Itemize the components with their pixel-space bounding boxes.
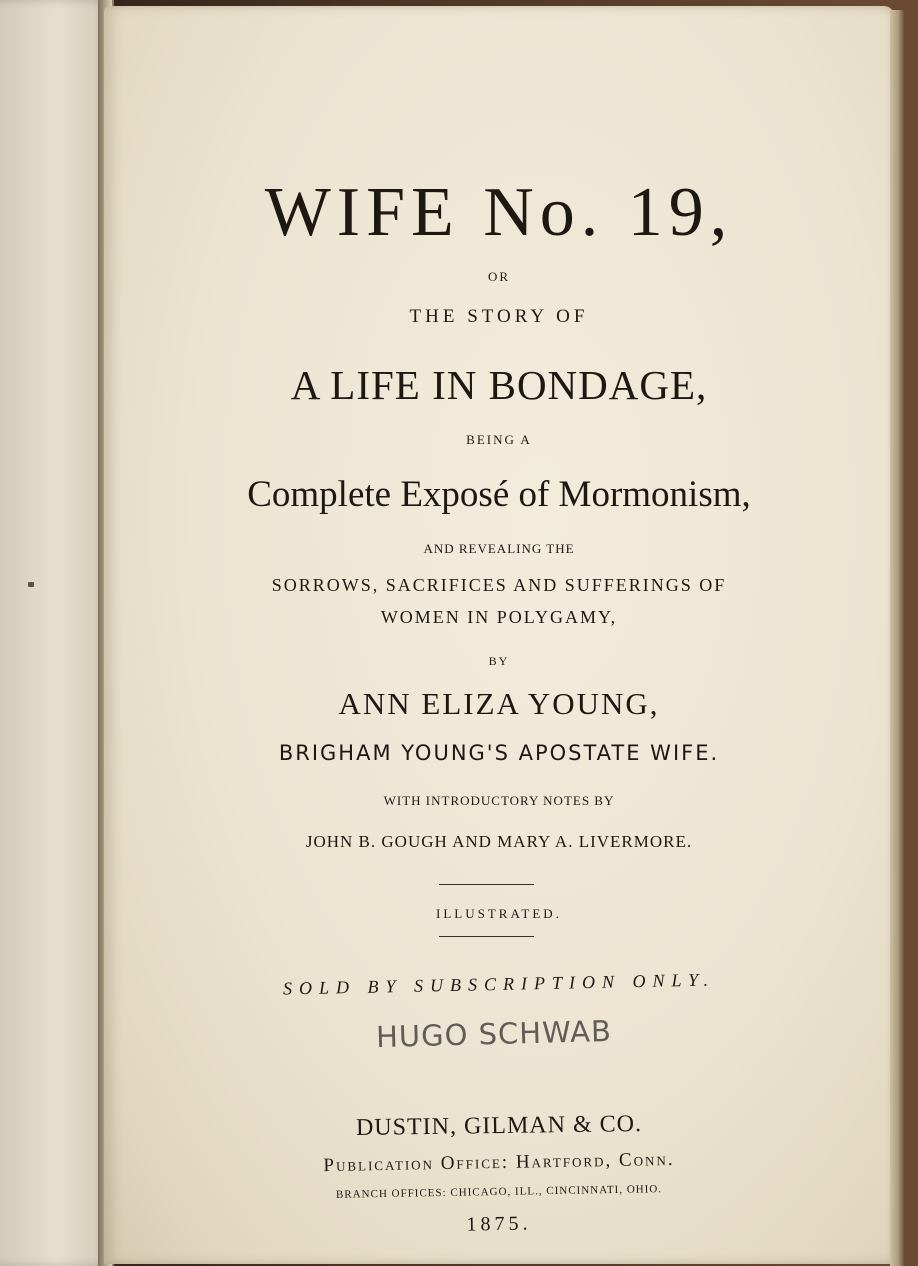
notes-authors: JOHN B. GOUGH AND MARY A. LIVERMORE. xyxy=(305,832,693,851)
by-line: BY xyxy=(488,654,510,668)
illustrated-line: ILLUSTRATED. xyxy=(436,906,562,921)
publisher-name: DUSTIN, GILMAN & CO. xyxy=(355,1111,643,1141)
divider-top xyxy=(439,884,534,885)
page-mark xyxy=(28,582,34,587)
story-of-line: THE STORY OF xyxy=(409,306,589,327)
women-line: WOMEN IN POLYGAMY, xyxy=(380,607,618,627)
owner-stamp: HUGO SCHWAB xyxy=(375,1013,613,1055)
subtitle: A LIFE IN BONDAGE, xyxy=(290,362,708,408)
expose-line: Complete Exposé of Mormonism, xyxy=(247,474,751,515)
or-line: OR xyxy=(487,269,511,284)
left-page xyxy=(0,0,114,1266)
divider-bottom xyxy=(439,936,534,937)
being-line: BEING A xyxy=(466,432,532,447)
publication-year: 1875. xyxy=(466,1212,532,1236)
revealing-line: AND REVEALING THE xyxy=(423,541,575,556)
intro-line: WITH INTRODUCTORY NOTES BY xyxy=(383,793,615,808)
title-page-text xyxy=(104,6,894,1264)
publication-office: Publication Office: Hartford, Conn. xyxy=(323,1148,675,1177)
author-description: BRIGHAM YOUNG'S APOSTATE WIFE. xyxy=(278,741,720,765)
main-title: WIFE No. 19, xyxy=(264,174,734,251)
sorrows-line: SORROWS, SACRIFICES AND SUFFERINGS OF xyxy=(271,575,727,595)
subscription-line: SOLD BY SUBSCRIPTION ONLY. xyxy=(282,969,716,999)
author-name: ANN ELIZA YOUNG, xyxy=(338,686,660,721)
branch-offices: BRANCH OFFICES: CHICAGO, ILL., CINCINNATI, OHIO. xyxy=(335,1183,663,1201)
